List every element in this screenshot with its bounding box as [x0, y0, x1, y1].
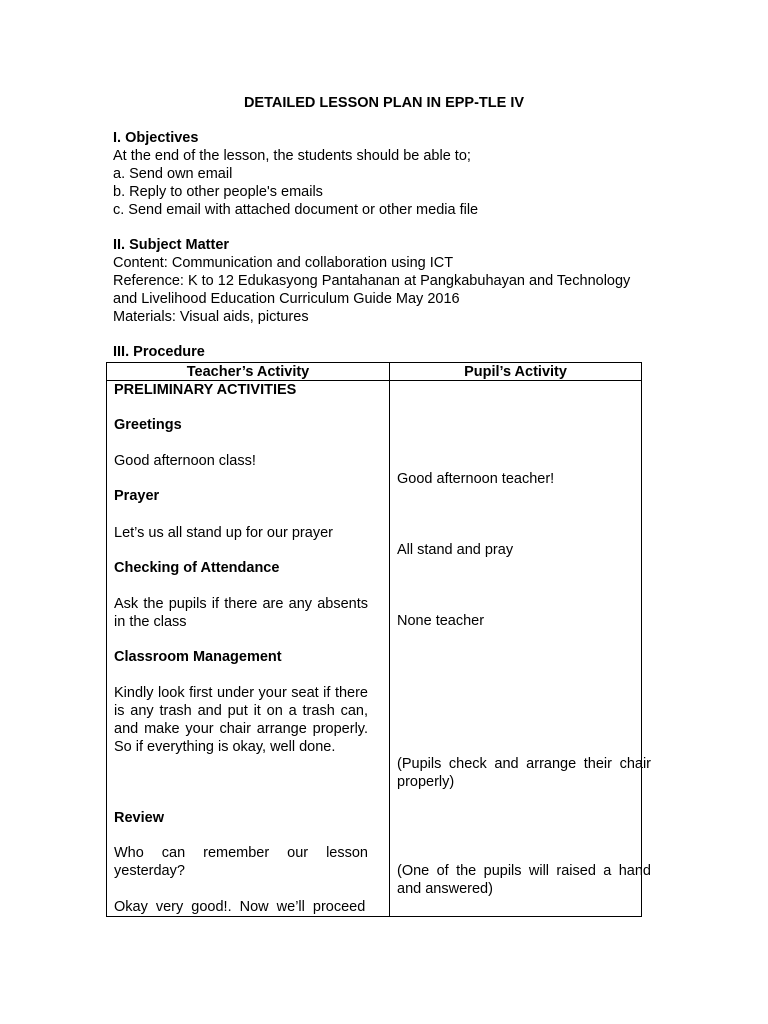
management-heading: Classroom Management [114, 649, 282, 665]
table-row [107, 381, 642, 917]
attendance-heading: Checking of Attendance [114, 560, 280, 576]
objectives-section [113, 129, 673, 219]
management-response: (Pupils check and arrange their chair properly) [397, 756, 651, 790]
preliminary-heading: PRELIMINARY ACTIVITIES [114, 382, 297, 398]
greetings-text: Good afternoon class! [114, 453, 256, 469]
teacher-activity-cell [107, 381, 390, 917]
objectives-intro: At the end of the lesson, the students should be able to; [113, 148, 471, 164]
review-text: Who can remember our lesson yesterday? [114, 845, 368, 879]
procedure-heading: III. Procedure [113, 344, 205, 360]
review-heading: Review [114, 810, 164, 826]
teacher-activity-header: Teacher’s Activity [107, 363, 390, 381]
subject-reference-cont: and Livelihood Education Curriculum Guide May 2016 [113, 291, 460, 307]
review-response: (One of the pupils will raised a hand and answered) [397, 863, 651, 897]
document-title: DETAILED LESSON PLAN IN EPP-TLE IV [243, 95, 525, 111]
prayer-text: Let’s us all stand up for our prayer [114, 525, 333, 541]
subject-reference: Reference: K to 12 Edukasyong Pantahanan at Pangkabuhayan and Technology [113, 273, 631, 289]
subject-matter-heading: II. Subject Matter [113, 237, 230, 253]
procedure-section [113, 343, 673, 361]
prayer-response: All stand and pray [397, 542, 514, 558]
table-header-row [107, 363, 642, 381]
subject-materials: Materials: Visual aids, pictures [113, 309, 309, 325]
attendance-response: None teacher [397, 613, 485, 629]
proceed-text: Okay very good!. Now we’ll proceed [114, 899, 366, 915]
procedure-table [106, 362, 651, 917]
management-text: Kindly look first under your seat if there is any trash and put it on a trash can, and make your chair arrange properly. So if everything is okay, well done. [114, 685, 368, 755]
pupil-activity-header: Pupil’s Activity [390, 363, 642, 381]
pupil-activity-cell [390, 381, 651, 917]
objectives-heading: I. Objectives [113, 130, 199, 146]
prayer-heading: Prayer [114, 488, 160, 504]
subject-matter-section [113, 236, 673, 326]
greetings-heading: Greetings [114, 417, 182, 433]
attendance-text: Ask the pupils if there are any absents in the class [114, 596, 368, 630]
objective-c: c. Send email with attached document or other media file [113, 202, 479, 218]
greetings-response: Good afternoon teacher! [397, 471, 555, 487]
objective-a: a. Send own email [113, 166, 233, 182]
subject-content: Content: Communication and collaboration using ICT [113, 255, 454, 271]
objective-b: b. Reply to other people's emails [113, 184, 323, 200]
